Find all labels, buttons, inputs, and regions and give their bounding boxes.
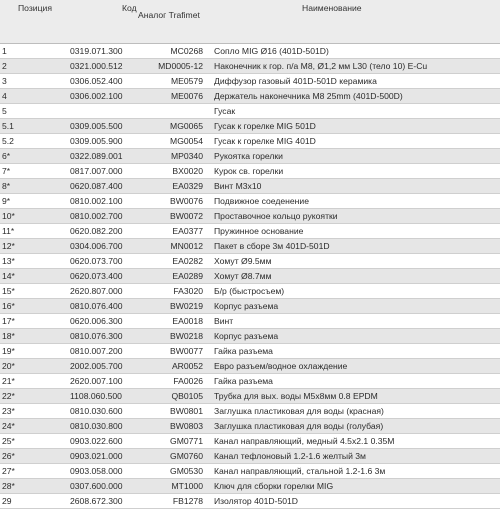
cell-name: Изолятор 401D-501D — [212, 494, 500, 509]
cell-code: 2608.672.300 — [68, 494, 136, 509]
cell-analog: BW0077 — [136, 344, 212, 359]
cell-position: 6* — [0, 149, 68, 164]
cell-position: 16* — [0, 299, 68, 314]
cell-code: 0620.082.200 — [68, 224, 136, 239]
cell-name: Канал тефлоновый 1.2-1.6 желтый 3м — [212, 449, 500, 464]
cell-analog: BW0072 — [136, 209, 212, 224]
cell-code: 0309.005.900 — [68, 134, 136, 149]
cell-name: Гусак к горелке MIG 401D — [212, 134, 500, 149]
cell-analog — [136, 104, 212, 119]
cell-position: 24* — [0, 419, 68, 434]
cell-name: Подвижное соеденение — [212, 194, 500, 209]
table-row — [0, 224, 500, 239]
cell-position: 14* — [0, 269, 68, 284]
cell-position: 21* — [0, 374, 68, 389]
cell-analog: BW0801 — [136, 404, 212, 419]
header-code: Код — [68, 0, 136, 44]
cell-code: 2620.007.100 — [68, 374, 136, 389]
cell-position: 29 — [0, 494, 68, 509]
cell-code: 0903.058.000 — [68, 464, 136, 479]
cell-code: 0309.005.500 — [68, 119, 136, 134]
table-row — [0, 149, 500, 164]
cell-code: 0620.006.300 — [68, 314, 136, 329]
table-row — [0, 179, 500, 194]
header-analog: Аналог Trafimet — [136, 0, 212, 44]
cell-analog: EA0282 — [136, 254, 212, 269]
cell-name: Гайка разъема — [212, 344, 500, 359]
cell-code — [68, 104, 136, 119]
cell-name: Хомут Ø8.7мм — [212, 269, 500, 284]
header-position: Позиция — [0, 0, 68, 44]
table-body — [0, 44, 500, 509]
table-row — [0, 464, 500, 479]
cell-code: 2002.005.700 — [68, 359, 136, 374]
table-row — [0, 344, 500, 359]
cell-position: 10* — [0, 209, 68, 224]
cell-position: 9* — [0, 194, 68, 209]
cell-position: 28* — [0, 479, 68, 494]
cell-analog: QB0105 — [136, 389, 212, 404]
table-row — [0, 314, 500, 329]
cell-name: Проставочное кольцо рукоятки — [212, 209, 500, 224]
cell-position: 18* — [0, 329, 68, 344]
table-row — [0, 359, 500, 374]
cell-analog: BX0020 — [136, 164, 212, 179]
cell-position: 25* — [0, 434, 68, 449]
cell-position: 8* — [0, 179, 68, 194]
cell-name: Евро разъем/водное охлаждение — [212, 359, 500, 374]
cell-code: 0306.052.400 — [68, 74, 136, 89]
cell-position: 1 — [0, 44, 68, 59]
table-row — [0, 134, 500, 149]
cell-position: 23* — [0, 404, 68, 419]
table-row — [0, 194, 500, 209]
cell-position: 4 — [0, 89, 68, 104]
cell-name: Гусак — [212, 104, 500, 119]
cell-analog: EA0018 — [136, 314, 212, 329]
table-row — [0, 404, 500, 419]
cell-analog: MT1000 — [136, 479, 212, 494]
cell-code: 0810.002.100 — [68, 194, 136, 209]
cell-code: 0810.076.400 — [68, 299, 136, 314]
cell-position: 3 — [0, 74, 68, 89]
table-row — [0, 479, 500, 494]
cell-code: 0810.076.300 — [68, 329, 136, 344]
cell-code: 0620.073.700 — [68, 254, 136, 269]
cell-name: Трубка для вых. воды M5x8мм 0.8 EPDM — [212, 389, 500, 404]
cell-code: 0810.007.200 — [68, 344, 136, 359]
cell-name: Винт M3x10 — [212, 179, 500, 194]
table-row — [0, 419, 500, 434]
cell-analog: ME0579 — [136, 74, 212, 89]
cell-position: 26* — [0, 449, 68, 464]
cell-analog: FA3020 — [136, 284, 212, 299]
table-row — [0, 254, 500, 269]
cell-analog: GM0771 — [136, 434, 212, 449]
cell-analog: BW0076 — [136, 194, 212, 209]
cell-position: 20* — [0, 359, 68, 374]
cell-name: Хомут Ø9.5мм — [212, 254, 500, 269]
cell-analog: MP0340 — [136, 149, 212, 164]
cell-analog: FB1278 — [136, 494, 212, 509]
cell-analog: FA0026 — [136, 374, 212, 389]
table-row — [0, 59, 500, 74]
table-row — [0, 74, 500, 89]
cell-name: Наконечник к гор. п/а M8, Ø1,2 мм L30 (тело 10) E-Cu — [212, 59, 500, 74]
table-row — [0, 329, 500, 344]
cell-code: 0903.022.600 — [68, 434, 136, 449]
cell-analog: BW0218 — [136, 329, 212, 344]
table-row — [0, 119, 500, 134]
cell-name: Курок св. горелки — [212, 164, 500, 179]
cell-position: 17* — [0, 314, 68, 329]
cell-code: 0620.087.400 — [68, 179, 136, 194]
cell-name: Сопло MIG Ø16 (401D-501D) — [212, 44, 500, 59]
cell-position: 11* — [0, 224, 68, 239]
table-row — [0, 389, 500, 404]
cell-analog: MN0012 — [136, 239, 212, 254]
cell-code: 0810.030.600 — [68, 404, 136, 419]
table-row — [0, 374, 500, 389]
cell-analog: ME0076 — [136, 89, 212, 104]
cell-name: Корпус разъема — [212, 299, 500, 314]
cell-analog: EA0329 — [136, 179, 212, 194]
cell-position: 2 — [0, 59, 68, 74]
cell-code: 0321.000.512 — [68, 59, 136, 74]
cell-name: Б/р (быстросъем) — [212, 284, 500, 299]
cell-analog: MD0005-12 — [136, 59, 212, 74]
cell-analog: BW0803 — [136, 419, 212, 434]
cell-position: 5.2 — [0, 134, 68, 149]
cell-analog: MG0065 — [136, 119, 212, 134]
cell-position: 13* — [0, 254, 68, 269]
cell-code: 0810.030.800 — [68, 419, 136, 434]
table-row — [0, 104, 500, 119]
cell-position: 5.1 — [0, 119, 68, 134]
table-row — [0, 494, 500, 509]
cell-analog: MG0054 — [136, 134, 212, 149]
cell-name: Заглушка пластиковая для воды (красная) — [212, 404, 500, 419]
cell-name: Корпус разъема — [212, 329, 500, 344]
table-row — [0, 269, 500, 284]
cell-analog: BW0219 — [136, 299, 212, 314]
cell-name: Канал направляющий, медный 4.5x2.1 0.35M — [212, 434, 500, 449]
table-row — [0, 164, 500, 179]
cell-code: 2620.807.000 — [68, 284, 136, 299]
cell-analog: AR0052 — [136, 359, 212, 374]
table-row — [0, 89, 500, 104]
cell-name: Заглушка пластиковая для воды (голубая) — [212, 419, 500, 434]
cell-analog: EA0289 — [136, 269, 212, 284]
table-row — [0, 209, 500, 224]
cell-code: 1108.060.500 — [68, 389, 136, 404]
table-row — [0, 434, 500, 449]
cell-code: 0620.073.400 — [68, 269, 136, 284]
cell-position: 27* — [0, 464, 68, 479]
table-header-row — [0, 0, 500, 44]
table-row — [0, 449, 500, 464]
cell-position: 22* — [0, 389, 68, 404]
cell-position: 5 — [0, 104, 68, 119]
cell-name: Пакет в сборе 3м 401D-501D — [212, 239, 500, 254]
cell-name: Держатель наконечника M8 25mm (401D-500D) — [212, 89, 500, 104]
header-name: Наименование — [212, 0, 500, 44]
table-row — [0, 299, 500, 314]
cell-name: Диффузор газовый 401D-501D керамика — [212, 74, 500, 89]
cell-code: 0307.600.000 — [68, 479, 136, 494]
cell-analog: MC0268 — [136, 44, 212, 59]
cell-name: Ключ для сборки горелки MIG — [212, 479, 500, 494]
cell-name: Канал направляющий, стальной 1.2-1.6 3м — [212, 464, 500, 479]
cell-position: 19* — [0, 344, 68, 359]
cell-code: 0304.006.700 — [68, 239, 136, 254]
table-row — [0, 239, 500, 254]
cell-position: 15* — [0, 284, 68, 299]
cell-name: Пружинное основание — [212, 224, 500, 239]
cell-name: Гусак к горелке MIG 501D — [212, 119, 500, 134]
table-row — [0, 44, 500, 59]
cell-code: 0319.071.300 — [68, 44, 136, 59]
cell-code: 0306.002.100 — [68, 89, 136, 104]
cell-analog: EA0377 — [136, 224, 212, 239]
cell-name: Винт — [212, 314, 500, 329]
cell-code: 0817.007.000 — [68, 164, 136, 179]
cell-position: 7* — [0, 164, 68, 179]
cell-analog: GM0760 — [136, 449, 212, 464]
cell-code: 0810.002.700 — [68, 209, 136, 224]
table-row — [0, 284, 500, 299]
cell-code: 0322.089.001 — [68, 149, 136, 164]
cell-code: 0903.021.000 — [68, 449, 136, 464]
cell-name: Гайка разъема — [212, 374, 500, 389]
cell-position: 12* — [0, 239, 68, 254]
cell-analog: GM0530 — [136, 464, 212, 479]
cell-name: Рукоятка горелки — [212, 149, 500, 164]
